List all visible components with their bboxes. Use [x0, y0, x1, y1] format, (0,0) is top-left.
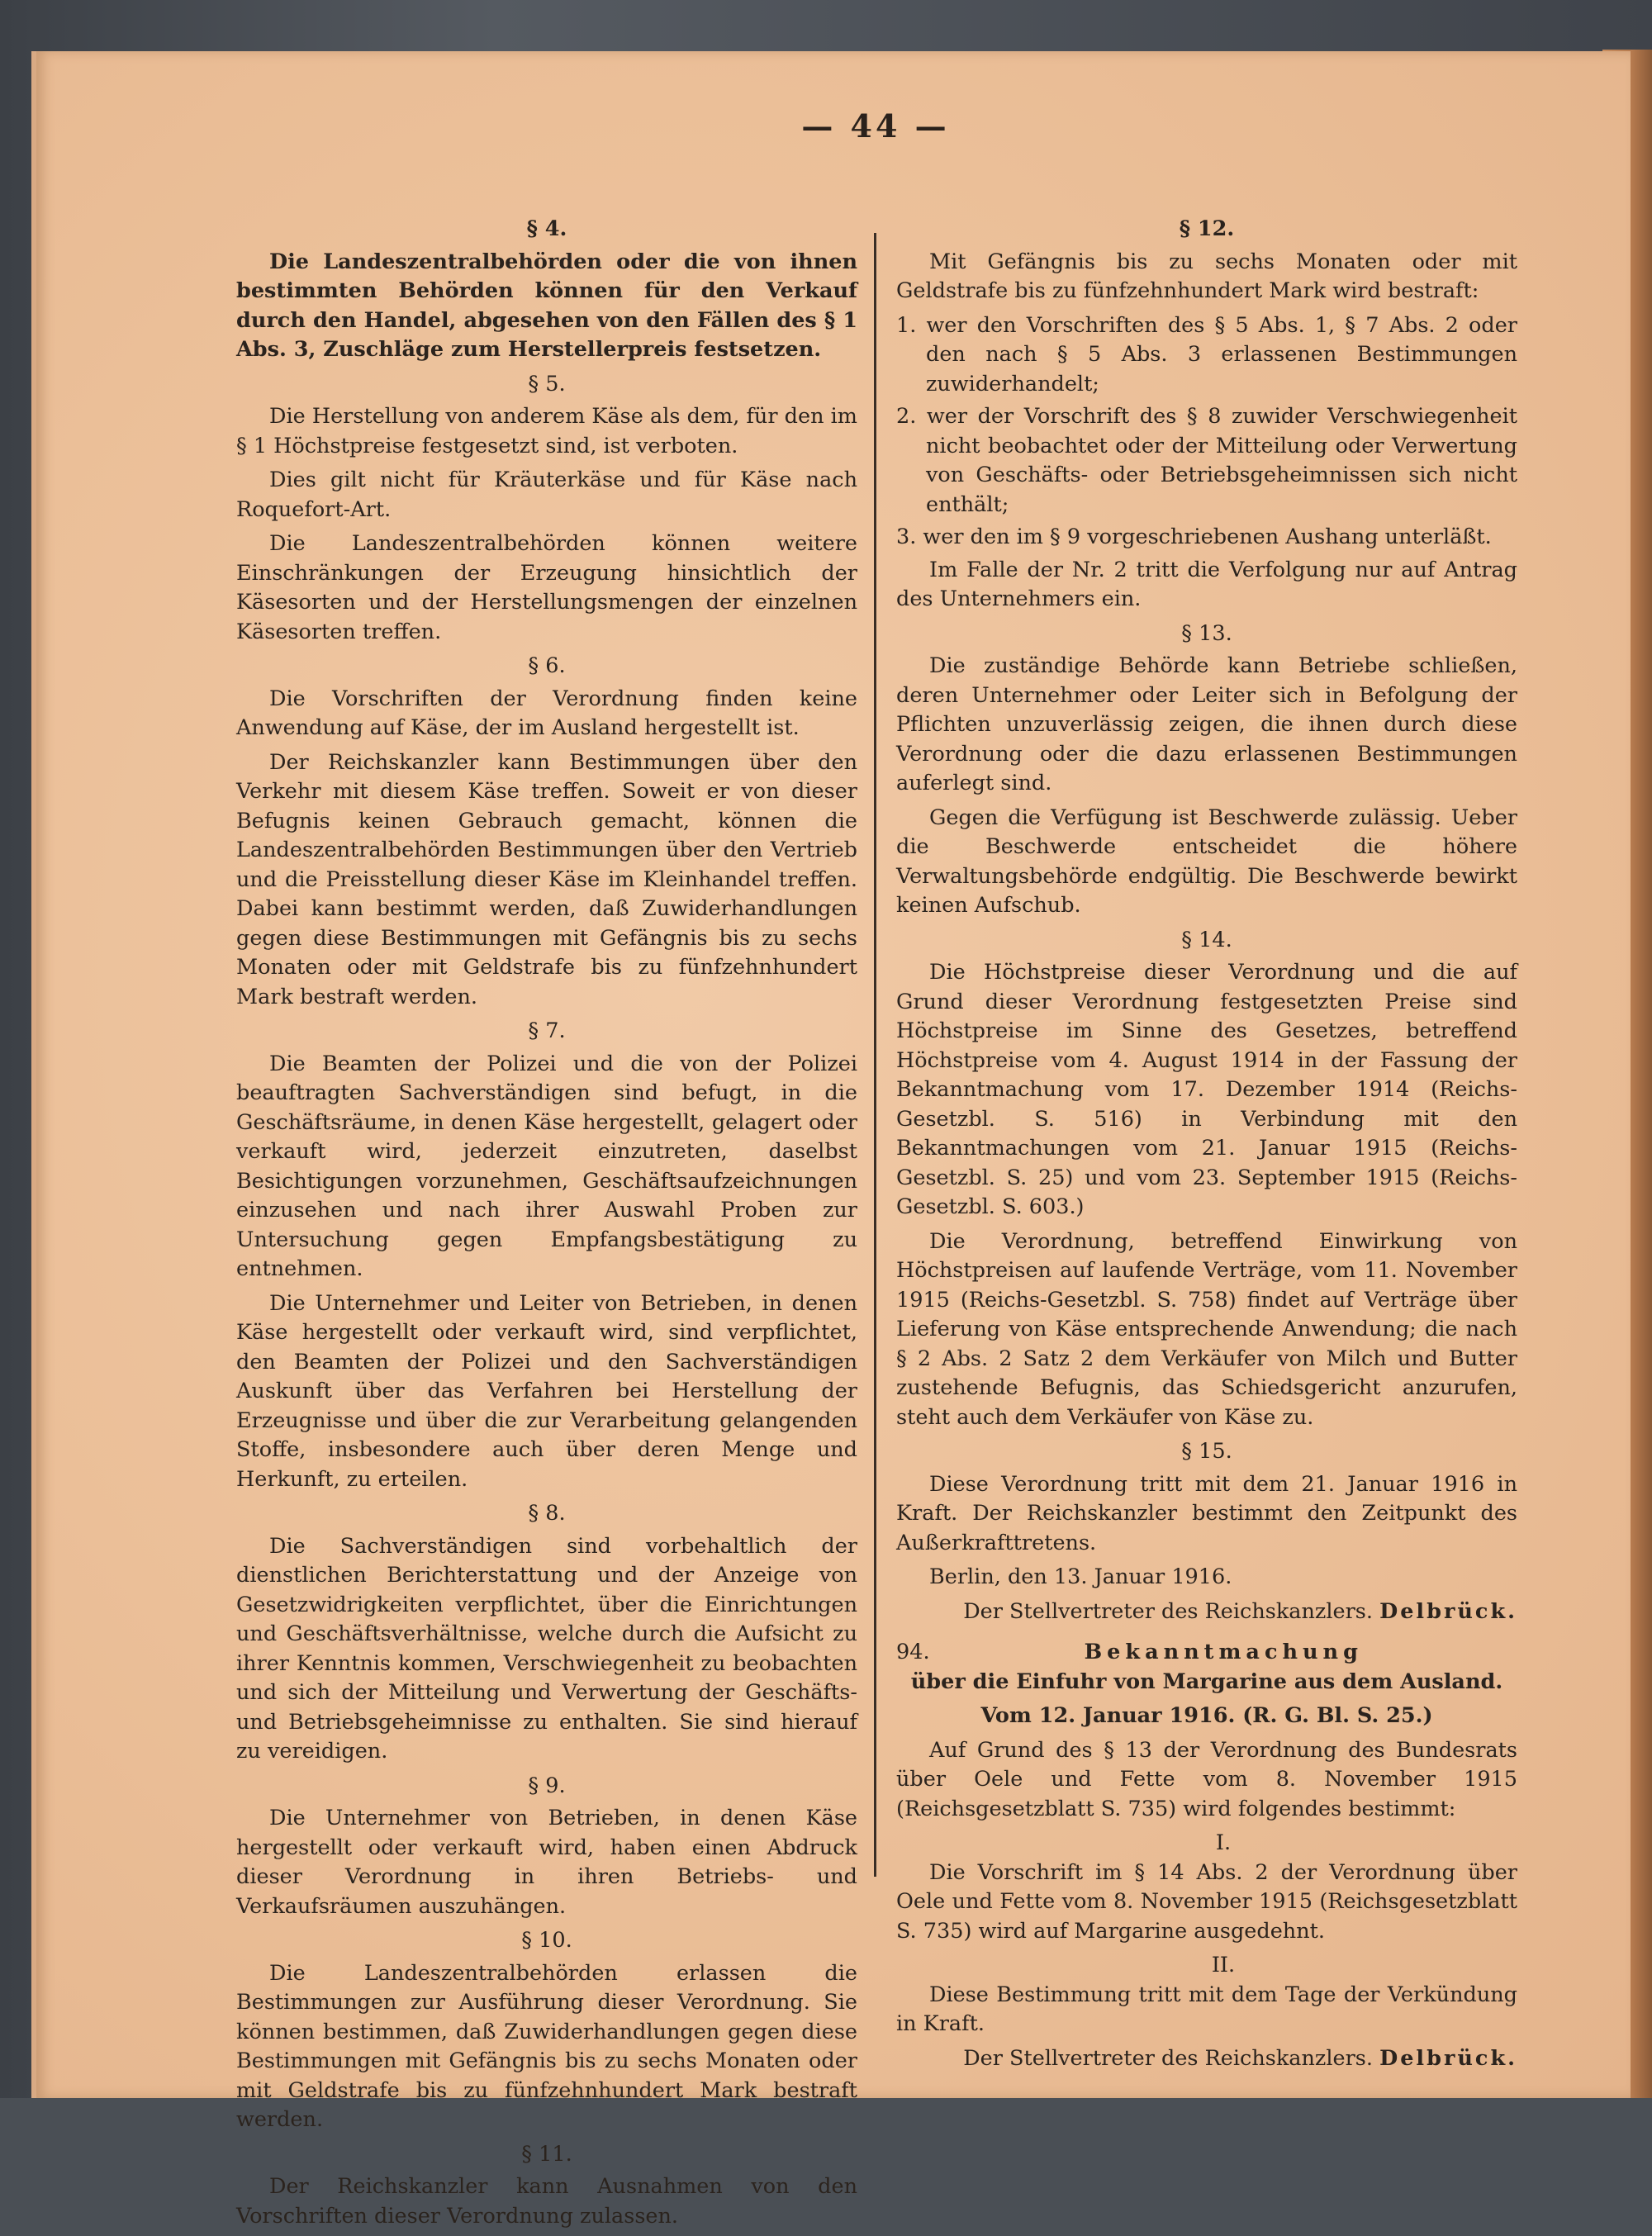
signature-line: [896, 1597, 1517, 1627]
page-number: — 44 —: [801, 107, 950, 145]
paragraph: Die Landeszentralbehörden können weitere Einschränkungen der Erzeugung hinsichtlich der Käsesorten und der Herstellungsmengen der einzelnen Käsesorten treffen.: [236, 531, 857, 644]
paragraph: Dies gilt nicht für Kräuterkäse und für Käse nach Roquefort-Art.: [236, 468, 857, 522]
paragraph: Der Reichskanzler kann Ausnahmen von den Vorschriften dieser Verordnung zulassen.: [236, 2174, 857, 2229]
announcement-title: Bekanntmachung: [1084, 1640, 1363, 1664]
section-heading: § 9.: [528, 1773, 566, 1798]
right-column: [896, 213, 1517, 2078]
section-heading: § 12.: [1179, 216, 1235, 241]
section-heading: § 10.: [521, 1928, 572, 1953]
paragraph: Der Reichskanzler kann Bestimmungen über den Verkehr mit diesem Käse treffen. Soweit er von dieser Befugnis keinen Gebrauch gemacht, können die Landeszentralbehörden Bestimmungen über den Vertrieb und die Preisstellung dieser Käse im Kleinhandel treffen. Dabei kann bestimmt werden, daß Zuwiderhandlungen gegen diese Bestimmungen mit Gefängnis bis zu sechs Monaten oder mit Geldstrafe bis zu fünfzehnhundert Mark bestraft werden.: [236, 749, 857, 1009]
signature-name: Delbrück.: [1379, 2045, 1517, 2071]
paragraph: Die Vorschriften der Verordnung finden keine Anwendung auf Käse, der im Ausland hergestellt ist.: [236, 686, 857, 740]
section-heading: § 11.: [521, 2141, 572, 2167]
signature-title: Der Stellvertreter des Reichskanzlers.: [963, 1598, 1373, 1624]
section-heading: § 14.: [1181, 927, 1232, 952]
paragraph: Die Höchstpreise dieser Verordnung und die auf Grund dieser Verordnung festgesetzten Preise sind Höchstpreise im Sinne des Gesetzes, betreffend Höchstpreise vom 4. August 1914 in der Fassung der Bekanntmachung vom 17. Dezember 1914 (Reichs-Gesetzbl. S. 516) in Verbindung mit den Bekanntmachungen vom 21. Januar 1915 (Reichs-Gesetzbl. S. 25) und vom 23. September 1915 (Reichs-Gesetzbl. S. 603.): [896, 960, 1517, 1219]
paragraph: Die Sachverständigen sind vorbehaltlich der dienstlichen Berichterstattung und der Anzeige von Gesetzwidrigkeiten verpflichtet, über die Einrichtungen und Geschäftsverhältnisse, welche durch die Aufsicht zu ihrer Kenntnis kommen, Verschwiegenheit zu beobachten und sich der Mitteilung und Verwertung der Geschäfts- und Betriebsgeheimnisse zu enthalten. Sie sind hierauf zu vereidigen.: [236, 1533, 857, 1764]
paragraph: Die Unternehmer und Leiter von Betrieben, in denen Käse hergestellt oder verkauft wird, sind verpflichtet, den Beamten der Polizei und den Sachverständigen Auskunft über das Verfahren bei Herstellung der Erzeugnisse und über die zur Verarbeitung gelangenden Stoffe, insbesondere auch über deren Menge und Herkunft, zu erteilen.: [236, 1290, 857, 1492]
paragraph: Die Landeszentralbehörden oder die von ihnen bestimmten Behörden können für den Verkauf durch den Handel, abgesehen von den Fällen des § 1 Abs. 3, Zuschläge zum Herstellerpreis festsetzen.: [236, 249, 857, 362]
signature-line: [896, 2044, 1517, 2074]
paragraph: Im Falle der Nr. 2 tritt die Verfolgung nur auf Antrag des Unternehmers ein.: [896, 557, 1517, 611]
paragraph: Diese Verordnung tritt mit dem 21. Januar 1916 in Kraft. Der Reichskanzler bestimmt den Zeitpunkt des Außerkrafttretens.: [896, 1471, 1517, 1555]
section-heading: § 15.: [1181, 1439, 1232, 1464]
section-heading: § 4.: [526, 216, 567, 241]
paragraph: Die Herstellung von anderem Käse als dem, für den im § 1 Höchstpreise festgesetzt sind, ist verboten.: [236, 404, 857, 458]
section-heading: § 7.: [528, 1018, 566, 1043]
paragraph: Die Verordnung, betreffend Einwirkung von Höchstpreisen auf laufende Verträge, vom 11. November 1915 (Reichs-Gesetzbl. S. 758) findet auf Verträge über Lieferung von Käse entsprechende Anwendung; die nach § 2 Abs. 2 Satz 2 dem Verkäufer von Milch und Butter zustehende Befugnis, das Schiedsgericht anzurufen, steht auch dem Verkäufer von Käse zu.: [896, 1228, 1517, 1430]
paragraph: Mit Gefängnis bis zu sechs Monaten oder mit Geldstrafe bis zu fünfzehnhundert Mark wird bestraft:: [896, 249, 1517, 303]
paragraph: Diese Bestimmung tritt mit dem Tage der Verkündung in Kraft.: [896, 1982, 1517, 2036]
signature-name: Delbrück.: [1379, 1598, 1517, 1624]
roman-numeral: I.: [1215, 1830, 1232, 1855]
paragraph: Die zuständige Behörde kann Betriebe schließen, deren Unternehmer oder Leiter sich in Befolgung der Pflichten unzuverlässig zeigen, die ihnen durch diese Verordnung oder die dazu erlassenen Bestimmungen auferlegt sind.: [896, 653, 1517, 795]
left-column: [236, 213, 857, 2236]
announcement-subtitle: über die Einfuhr von Margarine aus dem Ausland.: [910, 1669, 1503, 1694]
list-item: 3. wer den im § 9 vorgeschriebenen Aushang unterläßt.: [896, 525, 1492, 549]
roman-numeral: II.: [1211, 1953, 1236, 1977]
list-item: 1. wer den Vorschriften des § 5 Abs. 1, § 7 Abs. 2 oder den nach § 5 Abs. 3 erlassenen Bestimmungen zuwiderhandelt;: [896, 312, 1517, 396]
section-heading: § 6.: [528, 653, 566, 678]
signature-title: Der Stellvertreter des Reichskanzlers.: [963, 2045, 1373, 2071]
place-date: Berlin, den 13. Januar 1916.: [929, 1564, 1232, 1589]
column-divider: [874, 233, 876, 1877]
section-heading: § 5.: [528, 371, 566, 396]
paragraph: Die Landeszentralbehörden erlassen die Bestimmungen zur Ausführung dieser Verordnung. Sie können bestimmen, daß Zuwiderhandlungen gegen diese Bestimmungen mit Gefängnis bis zu sechs Monaten oder mit Geldstrafe bis zu fünfzehnhundert Mark bestraft werden.: [236, 1960, 857, 2132]
list-item: 2. wer der Vorschrift des § 8 zuwider Verschwiegenheit nicht beobachtet oder der Mitteilung oder Verwertung von Geschäfts- oder Betriebsgeheimnissen sich nicht enthält;: [896, 404, 1517, 517]
section-heading: § 8.: [528, 1501, 566, 1526]
paragraph: Die Beamten der Polizei und die von der Polizei beauftragten Sachverständigen sind befugt, in die Geschäftsräume, in denen Käse hergestellt, gelagert oder verkauft wird, jederzeit einzutreten, daselbst Besichtigungen vorzunehmen, Geschäftsaufzeichnungen einzusehen und nach ihrer Auswahl Proben zur Untersuchung gegen Empfangsbestätigung zu entnehmen.: [236, 1051, 857, 1281]
paragraph: Die Unternehmer von Betrieben, in denen Käse hergestellt oder verkauft wird, haben einen Abdruck dieser Verordnung in ihren Betriebs- und Verkaufsräumen auszuhängen.: [236, 1806, 857, 1919]
paragraph: Auf Grund des § 13 der Verordnung des Bundesrats über Oele und Fette vom 8. November 1915 (Reichsgesetzblatt S. 735) wird folgendes bestimmt:: [896, 1737, 1517, 1821]
announcement-number: 94.: [896, 1640, 930, 1664]
announcement-date: Vom 12. Januar 1916. (R. G. Bl. S. 25.): [980, 1703, 1433, 1728]
paragraph: Gegen die Verfügung ist Beschwerde zulässig. Ueber die Beschwerde entscheidet die höhere Verwaltungsbehörde endgültig. Die Beschwerde bewirkt keinen Aufschub.: [896, 805, 1517, 918]
announcement-header: [896, 1638, 1517, 1668]
section-heading: § 13.: [1181, 620, 1232, 646]
paragraph: Die Vorschrift im § 14 Abs. 2 der Verordnung über Oele und Fette vom 8. November 1915 (Reichsgesetzblatt S. 735) wird auf Margarine ausgedehnt.: [896, 1859, 1517, 1944]
